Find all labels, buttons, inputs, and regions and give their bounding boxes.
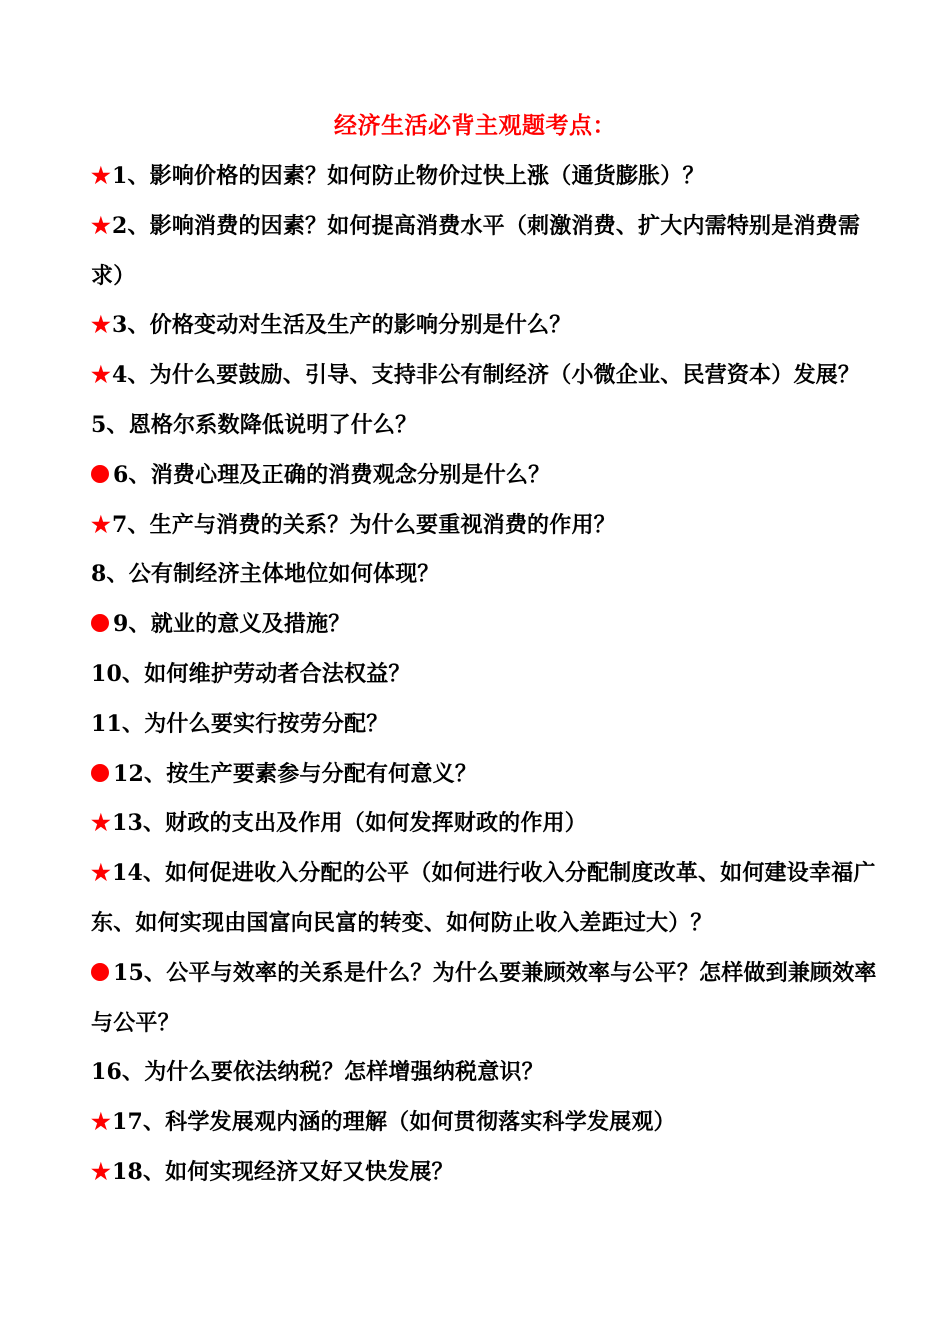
question-text: 13、财政的支出及作用（如何发挥财政的作用）	[111, 810, 587, 837]
star-icon: ★	[91, 1109, 111, 1136]
question-text: 2、影响消费的因素？如何提高消费水平（刺激消费、扩大内需特别是消费需求）	[91, 212, 861, 289]
question-text: 9、就业的意义及措施？	[113, 611, 351, 638]
star-icon: ★	[91, 810, 111, 837]
question-text: 11、为什么要实行按劳分配？	[91, 710, 389, 737]
question-text: 4、为什么要鼓励、引导、支持非公有制经济（小微企业、民营资本）发展？	[111, 362, 861, 389]
question-item	[91, 700, 881, 750]
question-item	[91, 301, 881, 351]
question-item	[91, 351, 881, 401]
question-text: 6、消费心理及正确的消费观念分别是什么？	[113, 461, 551, 488]
question-text: 17、科学发展观内涵的理解（如何贯彻落实科学发展观）	[111, 1109, 676, 1136]
question-text: 10、如何维护劳动者合法权益？	[91, 660, 411, 687]
question-item	[91, 949, 881, 1049]
star-icon: ★	[91, 312, 111, 339]
question-item	[91, 650, 881, 700]
red-dot-icon	[91, 614, 109, 632]
question-text: 3、价格变动对生活及生产的影响分别是什么？	[111, 312, 572, 339]
star-icon: ★	[91, 860, 111, 887]
star-icon: ★	[91, 1158, 111, 1185]
question-text: 18、如何实现经济又好又快发展？	[111, 1158, 454, 1185]
question-item	[91, 849, 881, 949]
star-icon: ★	[91, 511, 111, 538]
document-title: 经济生活必背主观题考点：	[334, 112, 616, 139]
question-item	[91, 1148, 881, 1198]
question-item	[91, 550, 881, 600]
question-item	[91, 600, 881, 650]
question-text: 12、按生产要素参与分配有何意义？	[113, 760, 478, 787]
question-item	[91, 750, 881, 800]
question-text: 14、如何促进收入分配的公平（如何进行收入分配制度改革、如何建设幸福广东、如何实现由国富向民富的转变、如何防止收入差距过大）？	[91, 860, 876, 936]
question-text: 1、影响价格的因素？如何防止物价过快上涨（通货膨胀）？	[111, 163, 705, 189]
question-text: 7、生产与消费的关系？为什么要重视消费的作用？	[111, 511, 616, 538]
red-dot-icon	[91, 764, 109, 782]
question-text: 15、公平与效率的关系是什么？为什么要兼顾效率与公平？怎样做到兼顾效率与公平？	[91, 959, 877, 1036]
question-item	[91, 202, 881, 302]
red-dot-icon	[91, 465, 109, 483]
question-item	[91, 1048, 881, 1098]
question-item	[91, 1098, 881, 1148]
question-item	[91, 799, 881, 849]
question-text: 8、公有制经济主体地位如何体现？	[91, 561, 440, 588]
red-dot-icon	[91, 963, 109, 981]
question-item	[91, 152, 881, 202]
question-item	[91, 451, 881, 501]
star-icon: ★	[91, 362, 111, 389]
question-text: 16、为什么要依法纳税？怎样增强纳税意识？	[91, 1059, 544, 1086]
star-icon: ★	[91, 163, 111, 189]
question-list	[91, 152, 881, 1198]
star-icon: ★	[91, 212, 111, 239]
question-item	[91, 401, 881, 451]
question-text: 5、恩格尔系数降低说明了什么？	[91, 411, 418, 438]
question-item	[91, 501, 881, 551]
